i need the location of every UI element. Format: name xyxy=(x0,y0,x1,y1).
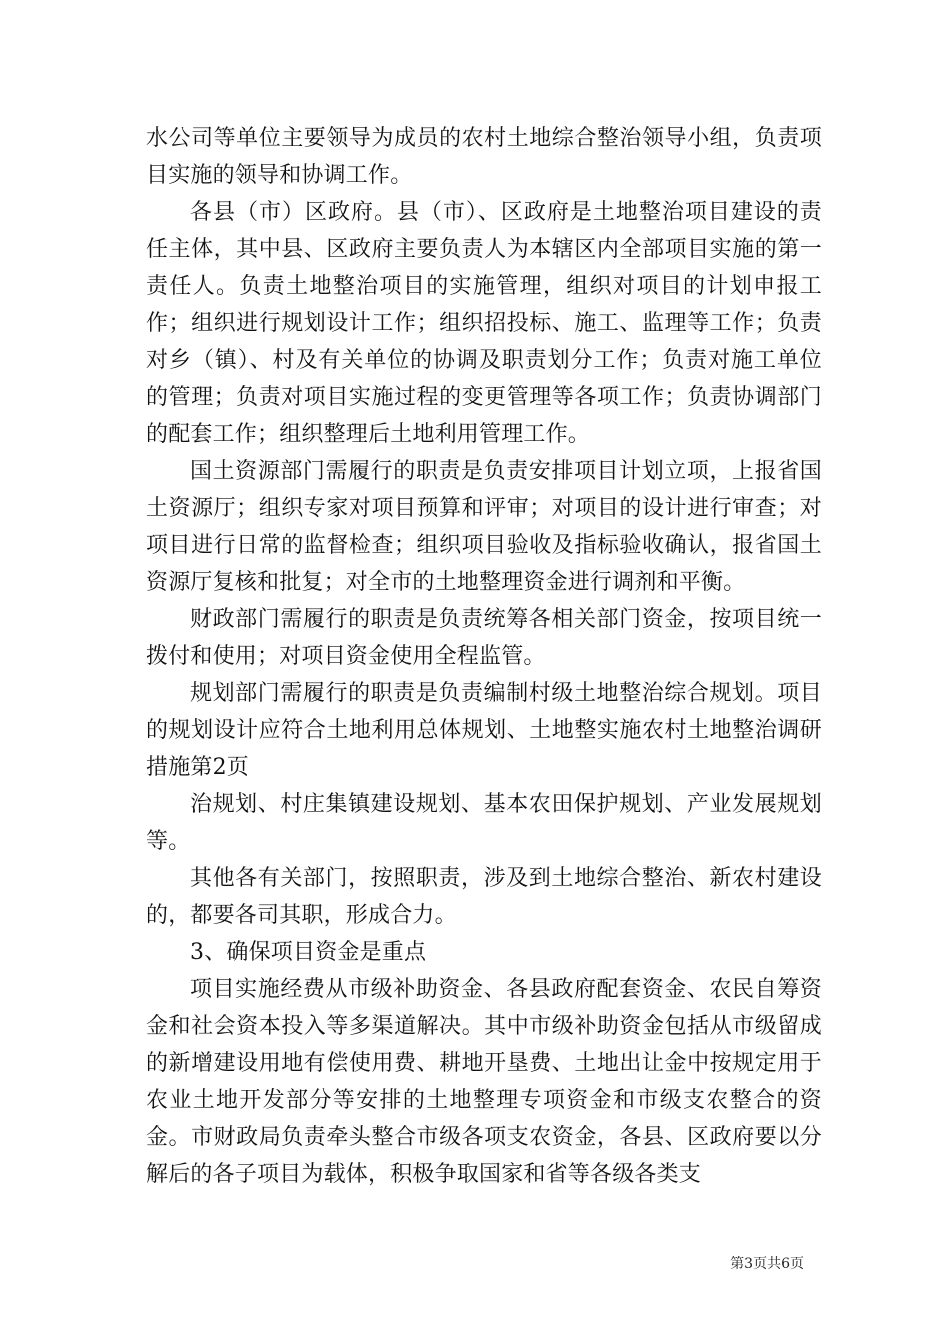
paragraph-7: 其他各有关部门，按照职责，涉及到土地综合整治、新农村建设的，都要各司其职，形成合力。 xyxy=(146,866,822,928)
paragraph-1: 水公司等单位主要领导为成员的农村土地综合整治领导小组，负责项目实施的领导和协调工作。 xyxy=(146,126,822,188)
paragraph-3: 国土资源部门需履行的职责是负责安排项目计划立项，上报省国土资源厅；组织专家对项目预算和评审；对项目的设计进行审查；对项目进行日常的监督检查；组织项目验收及指标验收确认，报省国土资源厅复核和批复；对全市的土地整理资金进行调剂和平衡。 xyxy=(146,459,822,595)
paragraph-6: 治规划、村庄集镇建设规划、基本农田保护规划、产业发展规划等。 xyxy=(146,792,822,854)
page-number: 第3页共6页 xyxy=(730,1256,804,1272)
paragraph-8: 项目实施经费从市级补助资金、各县政府配套资金、农民自筹资金和社会资本投入等多渠道解决。其中市级补助资金包括从市级留成的新增建设用地有偿使用费、耕地开垦费、土地出让金中按规定用于农业土地开发部分等安排的土地整理专项资金和市级支农整合的资金。市财政局负责牵头整合市级各项支农资金，各县、区政府要以分解后的各子项目为载体，积极争取国家和省等各级各类支 xyxy=(146,977,822,1187)
section-heading: 3、确保项目资金是重点 xyxy=(190,940,427,965)
paragraph-4: 财政部门需履行的职责是负责统筹各相关部门资金，按项目统一拨付和使用；对项目资金使用全程监管。 xyxy=(146,607,822,669)
paragraph-2: 各县（市）区政府。县（市）、区政府是土地整治项目建设的责任主体，其中县、区政府主要负责人为本辖区内全部项目实施的第一责任人。负责土地整治项目的实施管理，组织对项目的计划申报工作；组织进行规划设计工作；组织招投标、施工、监理等工作；负责对乡（镇）、村及有关单位的协调及职责划分工作；负责对施工单位的管理；负责对项目实施过程的变更管理等各项工作；负责协调部门的配套工作；组织整理后土地利用管理工作。 xyxy=(146,200,822,447)
document-body xyxy=(146,120,822,1193)
paragraph-5: 规划部门需履行的职责是负责编制村级土地整治综合规划。项目的规划设计应符合土地利用总体规划、土地整实施农村土地整治调研措施第2页 xyxy=(146,681,822,780)
